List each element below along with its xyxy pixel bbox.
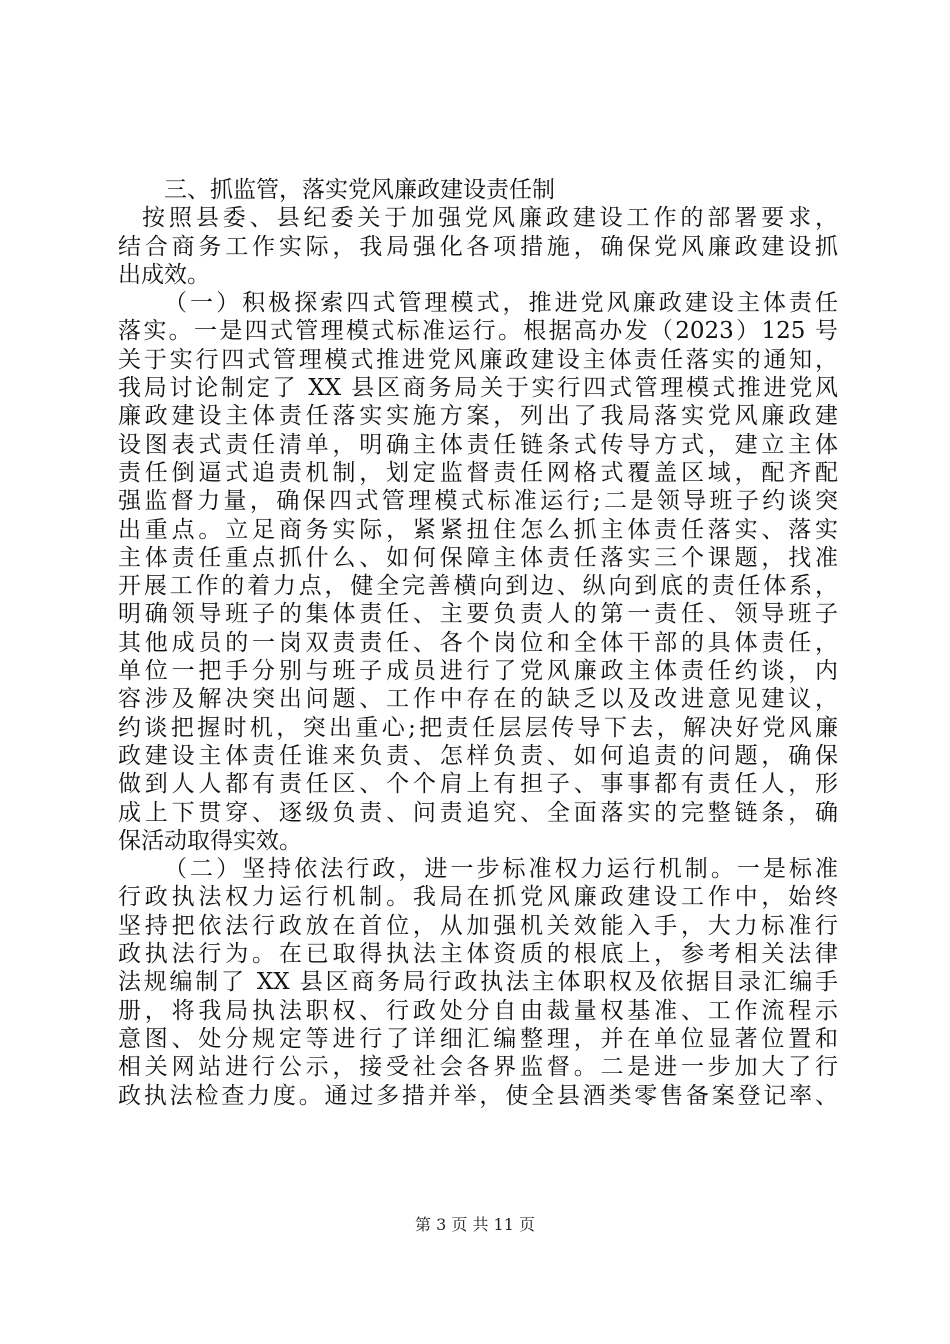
- paragraph-line: （一）积极探索四式管理模式，推进党风廉政建设主体责任: [164, 290, 838, 317]
- paragraph-line: 行政执法权力运行机制。我局在抓党风廉政建设工作中，始终: [118, 884, 838, 911]
- document-body: [118, 176, 838, 1110]
- paragraph-line: 意图、处分规定等进行了详细汇编整理，并在单位显著位置和: [118, 1025, 838, 1052]
- paragraph-line: 坚持把依法行政放在首位，从加强机关效能入手，大力标准行: [118, 912, 838, 939]
- paragraph-line: （二）坚持依法行政，进一步标准权力运行机制。一是标准: [164, 856, 838, 883]
- paragraph-line: 政执法检查力度。通过多措并举，使全县酒类零售备案登记率、: [118, 1082, 838, 1109]
- paragraph-line: 册，将我局执法职权、行政处分自由裁量权基准、工作流程示: [118, 997, 838, 1024]
- paragraph-line: 强监督力量，确保四式管理模式标准运行;二是领导班子约谈突: [118, 488, 838, 515]
- paragraph-line: 我局讨论制定了 XX 县区商务局关于实行四式管理模式推进党风: [118, 375, 838, 402]
- paragraph-line: 政执法行为。在已取得执法主体资质的根底上，参考相关法律: [118, 941, 838, 968]
- paragraph-line: 出重点。立足商务实际，紧紧扭住怎么抓主体责任落实、落实: [118, 516, 838, 543]
- paragraph-line: 其他成员的一岗双责责任、各个岗位和全体干部的具体责任，: [118, 629, 838, 656]
- paragraph-line: 约谈把握时机，突出重心;把责任层层传导下去，解决好党风廉: [118, 714, 838, 741]
- paragraph-line: 相关网站进行公示，接受社会各界监督。二是进一步加大了行: [118, 1054, 838, 1081]
- paragraph-line: 政建设主体责任谁来负责、怎样负责、如何追责的问题，确保: [118, 742, 838, 769]
- paragraph-line: 结合商务工作实际，我局强化各项措施，确保党风廉政建设抓: [118, 233, 838, 260]
- paragraph-line: 关于实行四式管理模式推进党风廉政建设主体责任落实的通知，: [118, 346, 838, 373]
- paragraph-line: 按照县委、县纪委关于加强党风廉政建设工作的部署要求，: [142, 205, 838, 232]
- paragraph-line: 单位一把手分别与班子成员进行了党风廉政主体责任约谈，内: [118, 658, 838, 685]
- section-heading: 三、抓监管，落实党风廉政建设责任制: [164, 177, 555, 203]
- paragraph-line: 明确领导班子的集体责任、主要负责人的第一责任、领导班子: [118, 601, 838, 628]
- paragraph-line: 责任倒逼式追责机制，划定监督责任网格式覆盖区域，配齐配: [118, 459, 838, 486]
- paragraph-line: 法规编制了 XX 县区商务局行政执法主体职权及依据目录汇编手: [118, 969, 838, 996]
- paragraph-line: 出成效。: [118, 261, 210, 288]
- paragraph-line: 做到人人都有责任区、个个肩上有担子、事事都有责任人，形: [118, 771, 838, 798]
- page-number-footer: 第 3 页 共 11 页: [415, 1215, 535, 1234]
- paragraph-line: 容涉及解决突出问题、工作中存在的缺乏以及改进意见建议，: [118, 686, 838, 713]
- paragraph-line: 保活动取得实效。: [118, 827, 302, 854]
- paragraph-line: 设图表式责任清单，明确主体责任链条式传导方式，建立主体: [118, 431, 838, 458]
- paragraph-line: 廉政建设主体责任落实实施方案，列出了我局落实党风廉政建: [118, 403, 838, 430]
- paragraph-line: 落实。一是四式管理模式标准运行。根据高办发（2023）125 号: [118, 318, 838, 345]
- paragraph-line: 开展工作的着力点，健全完善横向到边、纵向到底的责任体系，: [118, 573, 838, 600]
- paragraph-line: 成上下贯穿、逐级负责、问责追究、全面落实的完整链条，确: [118, 799, 838, 826]
- paragraph-line: 主体责任重点抓什么、如何保障主体责任落实三个课题，找准: [118, 544, 838, 571]
